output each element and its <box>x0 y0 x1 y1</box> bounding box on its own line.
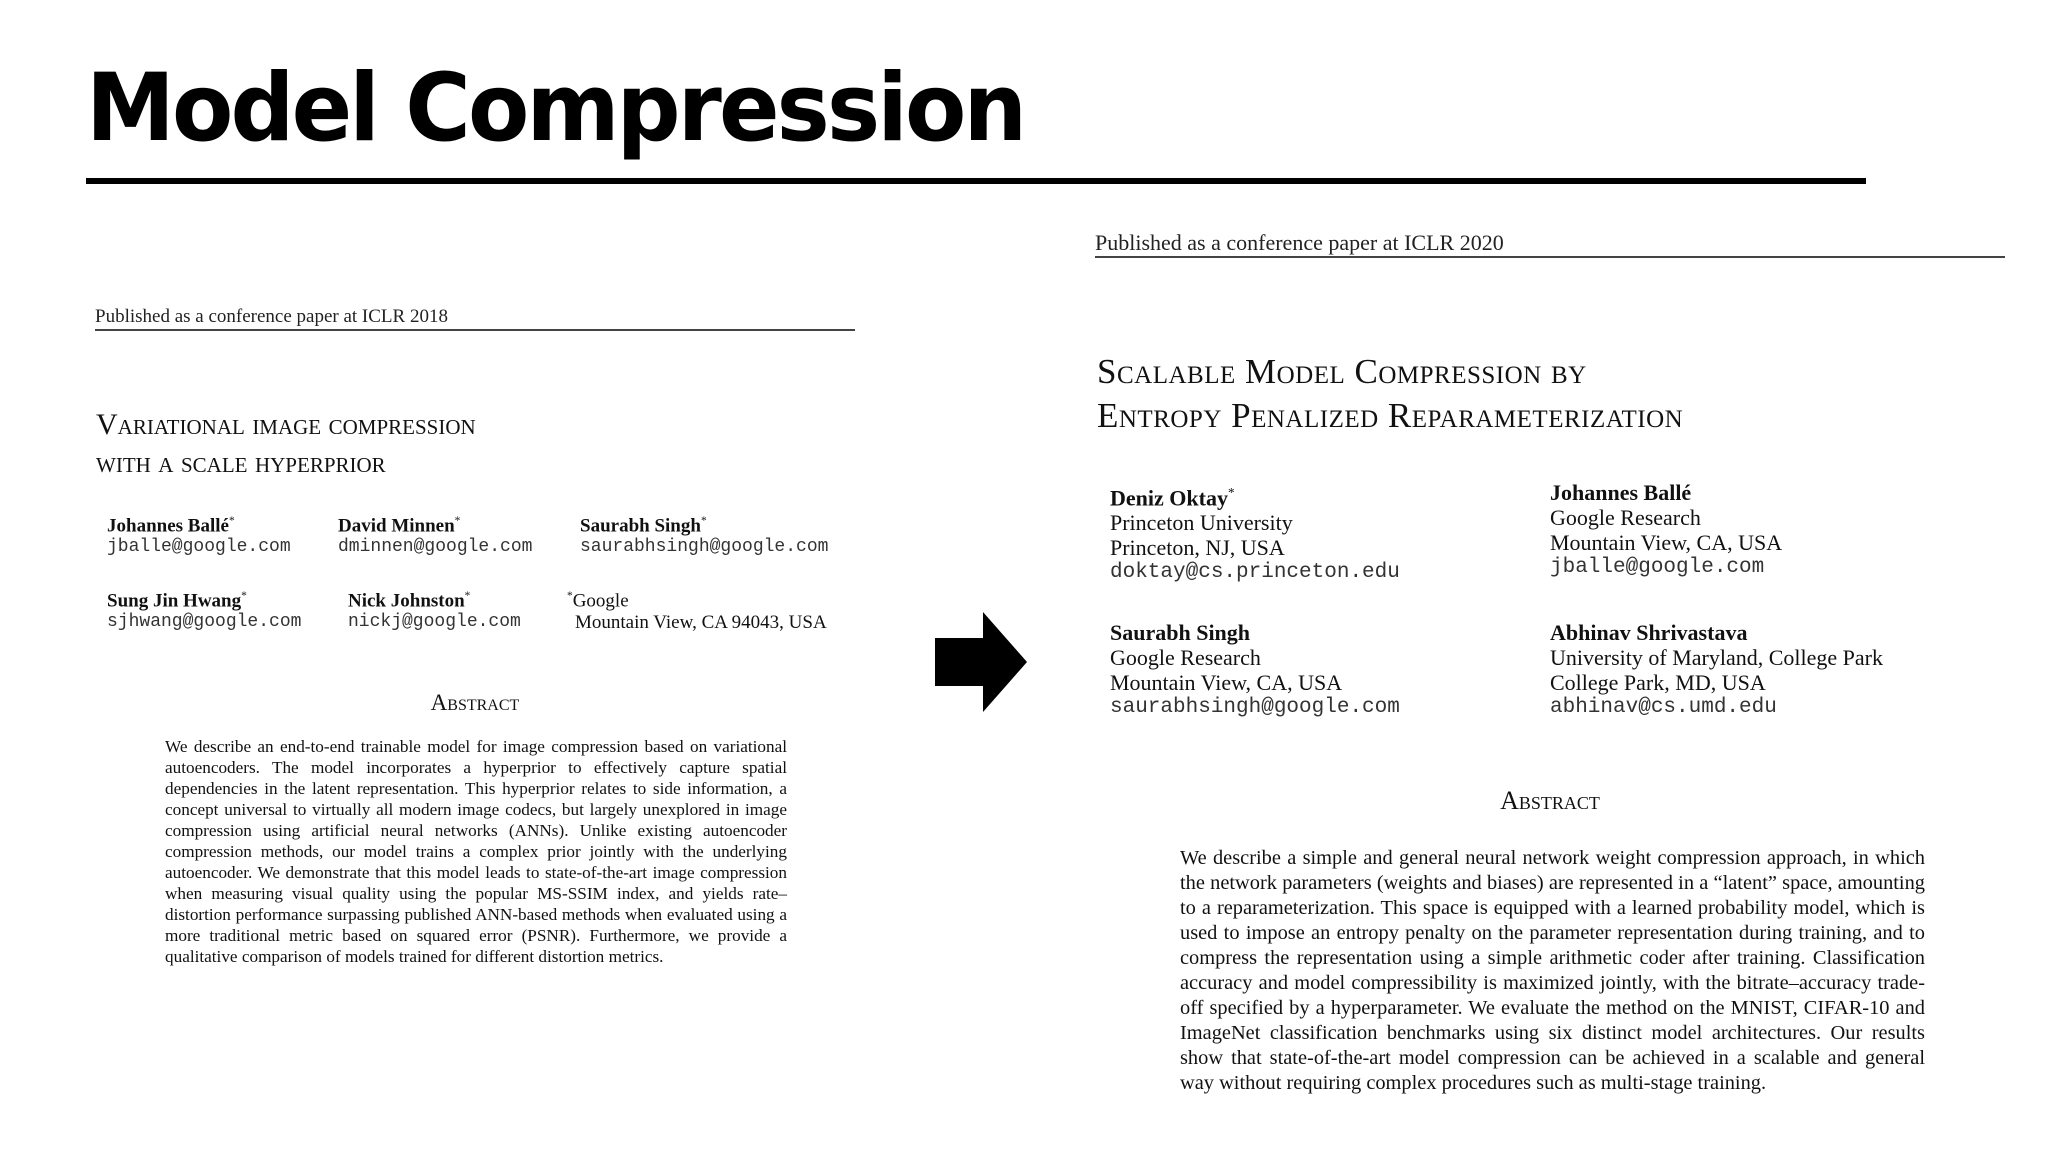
author-mark: * <box>1227 485 1235 500</box>
paper2-author <box>1550 620 1883 720</box>
author-email: sjhwang@google.com <box>107 612 302 633</box>
author-email: jballe@google.com <box>107 537 291 558</box>
author-name: Johannes Ballé <box>1550 480 1692 505</box>
paper2-published-line: Published as a conference paper at ICLR 2020 <box>1095 230 1504 255</box>
paper1-affiliation <box>567 590 827 634</box>
author-name: David Minnen <box>338 515 455 537</box>
author-email: dminnen@google.com <box>338 537 533 558</box>
paper1-author <box>107 515 291 558</box>
paper1-author <box>348 590 521 633</box>
paper1-author <box>338 515 532 558</box>
paper1-author <box>107 590 301 633</box>
paper1-title-line-2: with a scale hyperprior <box>96 445 386 479</box>
author-org: Princeton University <box>1110 510 1293 536</box>
author-email: abhinav@cs.umd.edu <box>1550 696 1777 719</box>
paper1-author <box>580 515 828 558</box>
author-name: Abhinav Shrivastava <box>1550 620 1748 645</box>
affiliation-org: Google <box>572 590 629 612</box>
affiliation-address: Mountain View, CA 94043, USA <box>575 612 827 634</box>
author-email: jballe@google.com <box>1550 556 1765 579</box>
author-name: Saurabh Singh <box>1110 620 1251 645</box>
paper2-title <box>1097 350 1683 438</box>
author-org: University of Maryland, College Park <box>1550 645 1883 670</box>
paper1-title-line-1: Variational image compression <box>96 408 476 441</box>
author-address: Princeton, NJ, USA <box>1110 535 1285 561</box>
author-email: saurabhsingh@google.com <box>580 537 829 558</box>
paper1-published-line: Published as a conference paper at ICLR 2018 <box>95 306 448 327</box>
author-org: Google Research <box>1550 505 1701 530</box>
author-name: Johannes Ballé <box>107 515 229 537</box>
author-address: Mountain View, CA, USA <box>1110 670 1343 695</box>
paper2-title-line-1: Scalable Model Compression by <box>1097 352 1587 391</box>
author-email: nickj@google.com <box>348 612 521 633</box>
title-divider <box>86 178 1866 184</box>
paper1-header-rule <box>95 329 855 331</box>
author-name: Nick Johnston <box>348 590 465 612</box>
author-mark: * <box>228 515 235 527</box>
paper2-title-line-2: Entropy Penalized Reparameterization <box>1097 395 1684 435</box>
paper1-abstract-heading: Abstract <box>430 690 520 715</box>
author-mark: * <box>464 590 471 602</box>
author-address: College Park, MD, USA <box>1550 670 1766 695</box>
author-mark: * <box>241 590 247 602</box>
paper1-title <box>96 406 476 481</box>
paper2-header-rule <box>1095 256 2005 258</box>
paper2-author <box>1550 480 1782 580</box>
author-email: saurabhsingh@google.com <box>1110 696 1400 719</box>
slide-title: Model Compression <box>86 54 1025 163</box>
paper2-abstract-heading: Abstract <box>1500 786 1600 815</box>
author-name: Deniz Oktay <box>1110 485 1228 511</box>
author-mark: * <box>454 515 461 527</box>
author-mark: * <box>700 515 707 527</box>
paper2-abstract: We describe a simple and general neural network weight compression approach, in which the network parameters (weights and biases) are represented in a “latent” space, amounting to a reparameterization. This space is equipped with a learned probability model, which is used to impose an entropy penalty on the parameter representation during training, and to compress the representation using a simple arithmetic coder after training. Classification accuracy and model compressibility is maximized jointly, with the bitrate–accuracy trade-off specified by a hyperparameter. We evaluate the method on the MNIST, CIFAR-10 and ImageNet classification benchmarks using six distinct model architectures. Our results show that state-of-the-art model compression can be achieved in a scalable and general way without requiring complex procedures such as multi-stage training. <box>1180 847 1925 1094</box>
author-address: Mountain View, CA, USA <box>1550 530 1783 555</box>
author-name: Sung Jin Hwang <box>107 590 242 612</box>
affiliation-mark: * <box>567 590 573 602</box>
author-email: doktay@cs.princeton.edu <box>1110 561 1400 585</box>
paper2-author <box>1110 620 1400 720</box>
paper2-author <box>1110 480 1400 585</box>
author-org: Google Research <box>1110 645 1261 670</box>
paper1-abstract: We describe an end-to-end trainable model for image compression based on variational autoencoders. The model incorporates a hyperprior to effectively capture spatial dependencies in the latent representation. This hyperprior relates to side information, a concept universal to virtually all modern image codecs, but largely unexplored in image compression using artificial neural networks (ANNs). Unlike existing autoencoder compression methods, our model trains a complex prior jointly with the underlying autoencoder. We demonstrate that this model leads to state-of-the-art image compression when measuring visual quality using the popular MS-SSIM index, and yields rate–distortion performance surpassing published ANN-based methods when evaluated using a more traditional metric based on squared error (PSNR). Furthermore, we provide a qualitative comparison of models trained for different distortion metrics. <box>165 737 787 966</box>
right-arrow-icon <box>935 612 1027 712</box>
author-name: Saurabh Singh <box>580 515 701 537</box>
